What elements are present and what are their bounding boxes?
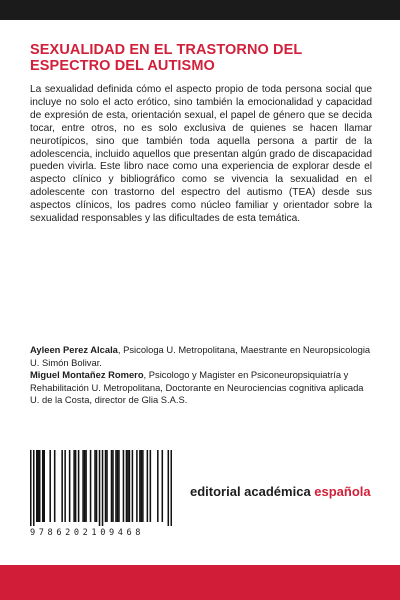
barcode-bar <box>78 450 80 522</box>
barcode-bar <box>171 450 172 526</box>
barcode-bar <box>36 450 38 522</box>
publisher-logo <box>190 484 380 499</box>
barcode-bar <box>168 450 170 526</box>
barcode-bar <box>102 450 104 526</box>
barcode-bar <box>42 450 44 522</box>
barcode-bar <box>96 450 98 522</box>
barcode-bar <box>99 450 101 526</box>
publisher-name: editorial académica <box>190 484 315 499</box>
barcode-bar <box>84 450 86 522</box>
author-name-1: Ayleen Perez Alcala <box>30 344 118 355</box>
barcode-bar <box>136 450 138 522</box>
barcode-bar <box>82 450 84 522</box>
barcode-bar <box>49 450 51 522</box>
barcode-bar <box>132 450 134 522</box>
barcode-bar <box>129 450 131 522</box>
author-details-1: , Psicologa U. Metropolitana, Maestrante en Neuropsicologia U. Simón Bolivar. <box>30 344 371 368</box>
barcode-bar <box>126 450 128 522</box>
barcode-bar <box>115 450 117 522</box>
barcode-bar <box>127 450 129 522</box>
barcode-bar <box>73 450 75 522</box>
barcode-bar <box>118 450 120 522</box>
barcode-bar <box>69 450 71 522</box>
barcode-bar <box>43 450 45 522</box>
barcode-bars <box>30 450 172 526</box>
barcode-bar <box>141 450 143 522</box>
author-details-2: , Psicologo y Magister en Psiconeuropsiquiatría y Rehabilitación U. Metropolitana, Doctorante en Neurociencias cognitiva aplicada U. de la Costa, director de Glia S.A.S. <box>30 369 364 406</box>
isbn-barcode <box>30 450 172 542</box>
barcode-bar <box>111 450 113 522</box>
barcode-bar <box>90 450 92 522</box>
barcode-bar <box>142 450 144 522</box>
barcode-bar <box>33 450 35 526</box>
barcode-bar <box>112 450 114 522</box>
book-title-line-1: SEXUALIDAD EN EL TRASTORNO DEL <box>30 42 303 58</box>
barcode-bar <box>94 450 96 522</box>
barcode-bar <box>30 450 32 526</box>
barcode-bar <box>105 450 107 522</box>
barcode-bar <box>139 450 141 522</box>
barcode-bar <box>147 450 149 522</box>
barcode-bar <box>150 450 152 522</box>
author-bio-1 <box>30 344 375 369</box>
author-bios <box>30 344 375 407</box>
barcode-bar <box>39 450 41 522</box>
publisher-name-accent: española <box>314 484 371 499</box>
barcode-bar <box>123 450 125 522</box>
barcode-bar <box>117 450 119 522</box>
book-title-line-2: ESPECTRO DEL AUTISMO <box>30 58 215 74</box>
author-bio-2 <box>30 369 375 407</box>
barcode-bar <box>75 450 77 522</box>
barcode-bar <box>162 450 164 522</box>
barcode-bar <box>54 450 56 522</box>
author-name-2: Miguel Montañez Romero <box>30 369 144 381</box>
barcode-bar <box>61 450 63 522</box>
book-description: La sexualidad definida cómo el aspecto propio de toda persona social que incluye no solo el acto erótico, sino también la emocionalidad y capacidad de expresión de esta, orientación sexual, el papel de género que se decida tocar, entre otros, no es solo exclusiva de quienes se hacen llamar neurotípicos, sino que también toda aquella persona a partir de la adolescencia, incluido aquellos que presentan algún grado de discapacidad pueden vivirla. Este libro nace como una experiencia de explorar desde el aspecto clínico y bibliográfico como se vivencia la sexualidad en el adolescente con trastorno del espectro del autismo (TEA) desde sus aspectos clínicos, los padres como núcleo familiar y orientador sobre la sexualidad responsables y las dificultades de esta temática. <box>30 84 372 225</box>
barcode-bar <box>106 450 108 522</box>
barcode-bar <box>85 450 87 522</box>
barcode-bar <box>37 450 39 522</box>
book-title <box>30 42 375 74</box>
barcode-bar <box>157 450 159 522</box>
bottom-band <box>0 565 400 600</box>
barcode-bar <box>64 450 66 522</box>
barcode-number: 9786202109468 <box>30 528 145 538</box>
top-band <box>0 0 400 20</box>
